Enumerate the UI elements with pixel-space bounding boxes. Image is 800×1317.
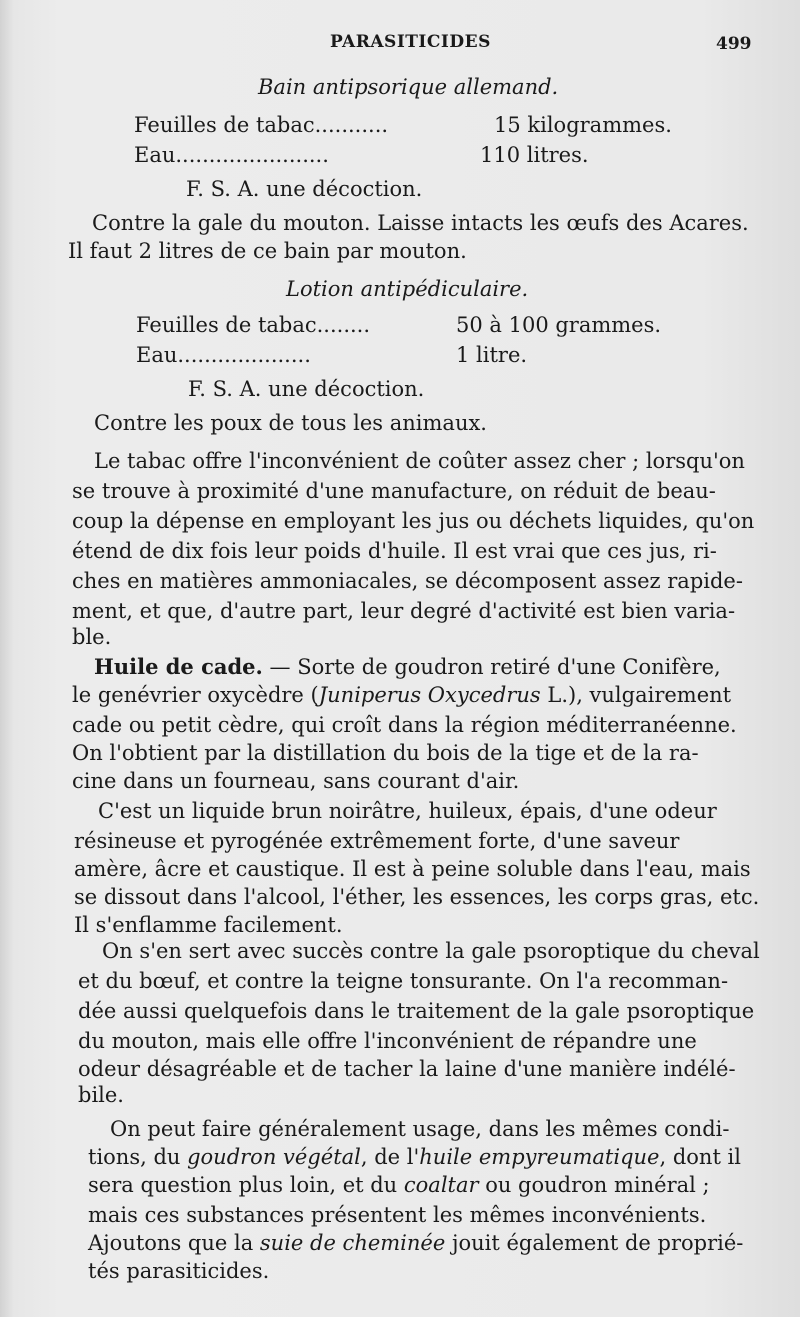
text-line: Huile de cade. — Sorte de goudron retiré d'une Conifère, [94,654,721,679]
recipe-amount: 110 litres. [480,143,589,167]
text-line: ches en matières ammoniacales, se décomposent assez rapide- [72,569,743,593]
recipe-amount: 50 à 100 grammes. [456,313,662,337]
text-line: dée aussi quelquefois dans le traitement de la gale psoroptique [78,999,755,1023]
text-line: Il s'enflamme facilement. [74,913,343,937]
recipe-instruction: F. S. A. une décoction. [186,177,423,201]
recipe-ingredient: Eau.................... [136,343,311,367]
text-line: coup la dépense en employant les jus ou déchets liquides, qu'on [72,509,755,533]
recipe-note: Contre la gale du mouton. Laisse intacts les œufs des Acares. [92,211,749,235]
recipe-instruction: F. S. A. une décoction. [188,377,425,401]
text-line: ble. [72,625,112,649]
recipe-amount: 15 kilogrammes. [494,113,672,137]
text-line: ment, et que, d'autre part, leur degré d'activité est bien varia- [72,599,736,623]
text-line: Ajoutons que la suie de cheminée jouit également de proprié- [88,1231,744,1255]
running-head: PARASITICIDES [330,32,491,52]
recipe-title: Lotion antipédiculaire. [286,277,529,301]
text-line: odeur désagréable et de tacher la laine d'une manière indélé- [78,1057,736,1081]
text-line: amère, âcre et caustique. Il est à peine soluble dans l'eau, mais [74,857,751,881]
recipe-title: Bain antipsorique allemand. [258,75,559,99]
recipe-ingredient: Feuilles de tabac........... [134,113,389,137]
recipe-ingredient: Eau....................... [134,143,329,167]
text-line: cine dans un fourneau, sans courant d'air. [72,769,520,793]
text-line: Le tabac offre l'inconvénient de coûter assez cher ; lorsqu'on [94,449,745,473]
species-name: Juniperus Oxycedrus [318,683,541,707]
recipe-note: Il faut 2 litres de ce bain par mouton. [68,239,467,263]
recipe-note: Contre les poux de tous les animaux. [94,411,487,435]
text-line: et du bœuf, et contre la teigne tonsurante. On l'a recomman- [78,969,729,993]
text-line: se dissout dans l'alcool, l'éther, les essences, les corps gras, etc. [74,885,760,909]
text-line: cade ou petit cèdre, qui croît dans la région méditerranéenne. [72,713,737,737]
page-header [0,32,800,60]
section-heading: Huile de cade. [94,654,263,679]
text-line: étend de dix fois leur poids d'huile. Il est vrai que ces jus, ri- [72,539,717,563]
text-line: du mouton, mais elle offre l'inconvénient de répandre une [78,1029,697,1053]
text-line: tions, du goudron végétal, de l'huile empyreumatique, dont il [88,1145,741,1169]
recipe-ingredient: Feuilles de tabac........ [136,313,371,337]
text-line: le genévrier oxycèdre (Juniperus Oxycedrus L.), vulgairement [72,683,732,707]
text-line: résineuse et pyrogénée extrêmement forte, d'une saveur [74,829,680,853]
text-line: C'est un liquide brun noirâtre, huileux, épais, d'une odeur [98,799,717,823]
recipe-amount: 1 litre. [456,343,528,367]
text-line: tés parasiticides. [88,1259,270,1283]
text-line: sera question plus loin, et du coaltar ou goudron minéral ; [88,1173,710,1197]
page-number: 499 [716,34,752,54]
text-line: On peut faire généralement usage, dans les mêmes condi- [110,1117,730,1141]
text-line: bile. [78,1083,124,1107]
text-line: On s'en sert avec succès contre la gale psoroptique du cheval [102,939,760,963]
text-line: se trouve à proximité d'une manufacture, on réduit de beau- [72,479,716,503]
text-line: mais ces substances présentent les mêmes inconvénients. [88,1203,707,1227]
text-line: On l'obtient par la distillation du bois de la tige et de la ra- [72,741,699,765]
